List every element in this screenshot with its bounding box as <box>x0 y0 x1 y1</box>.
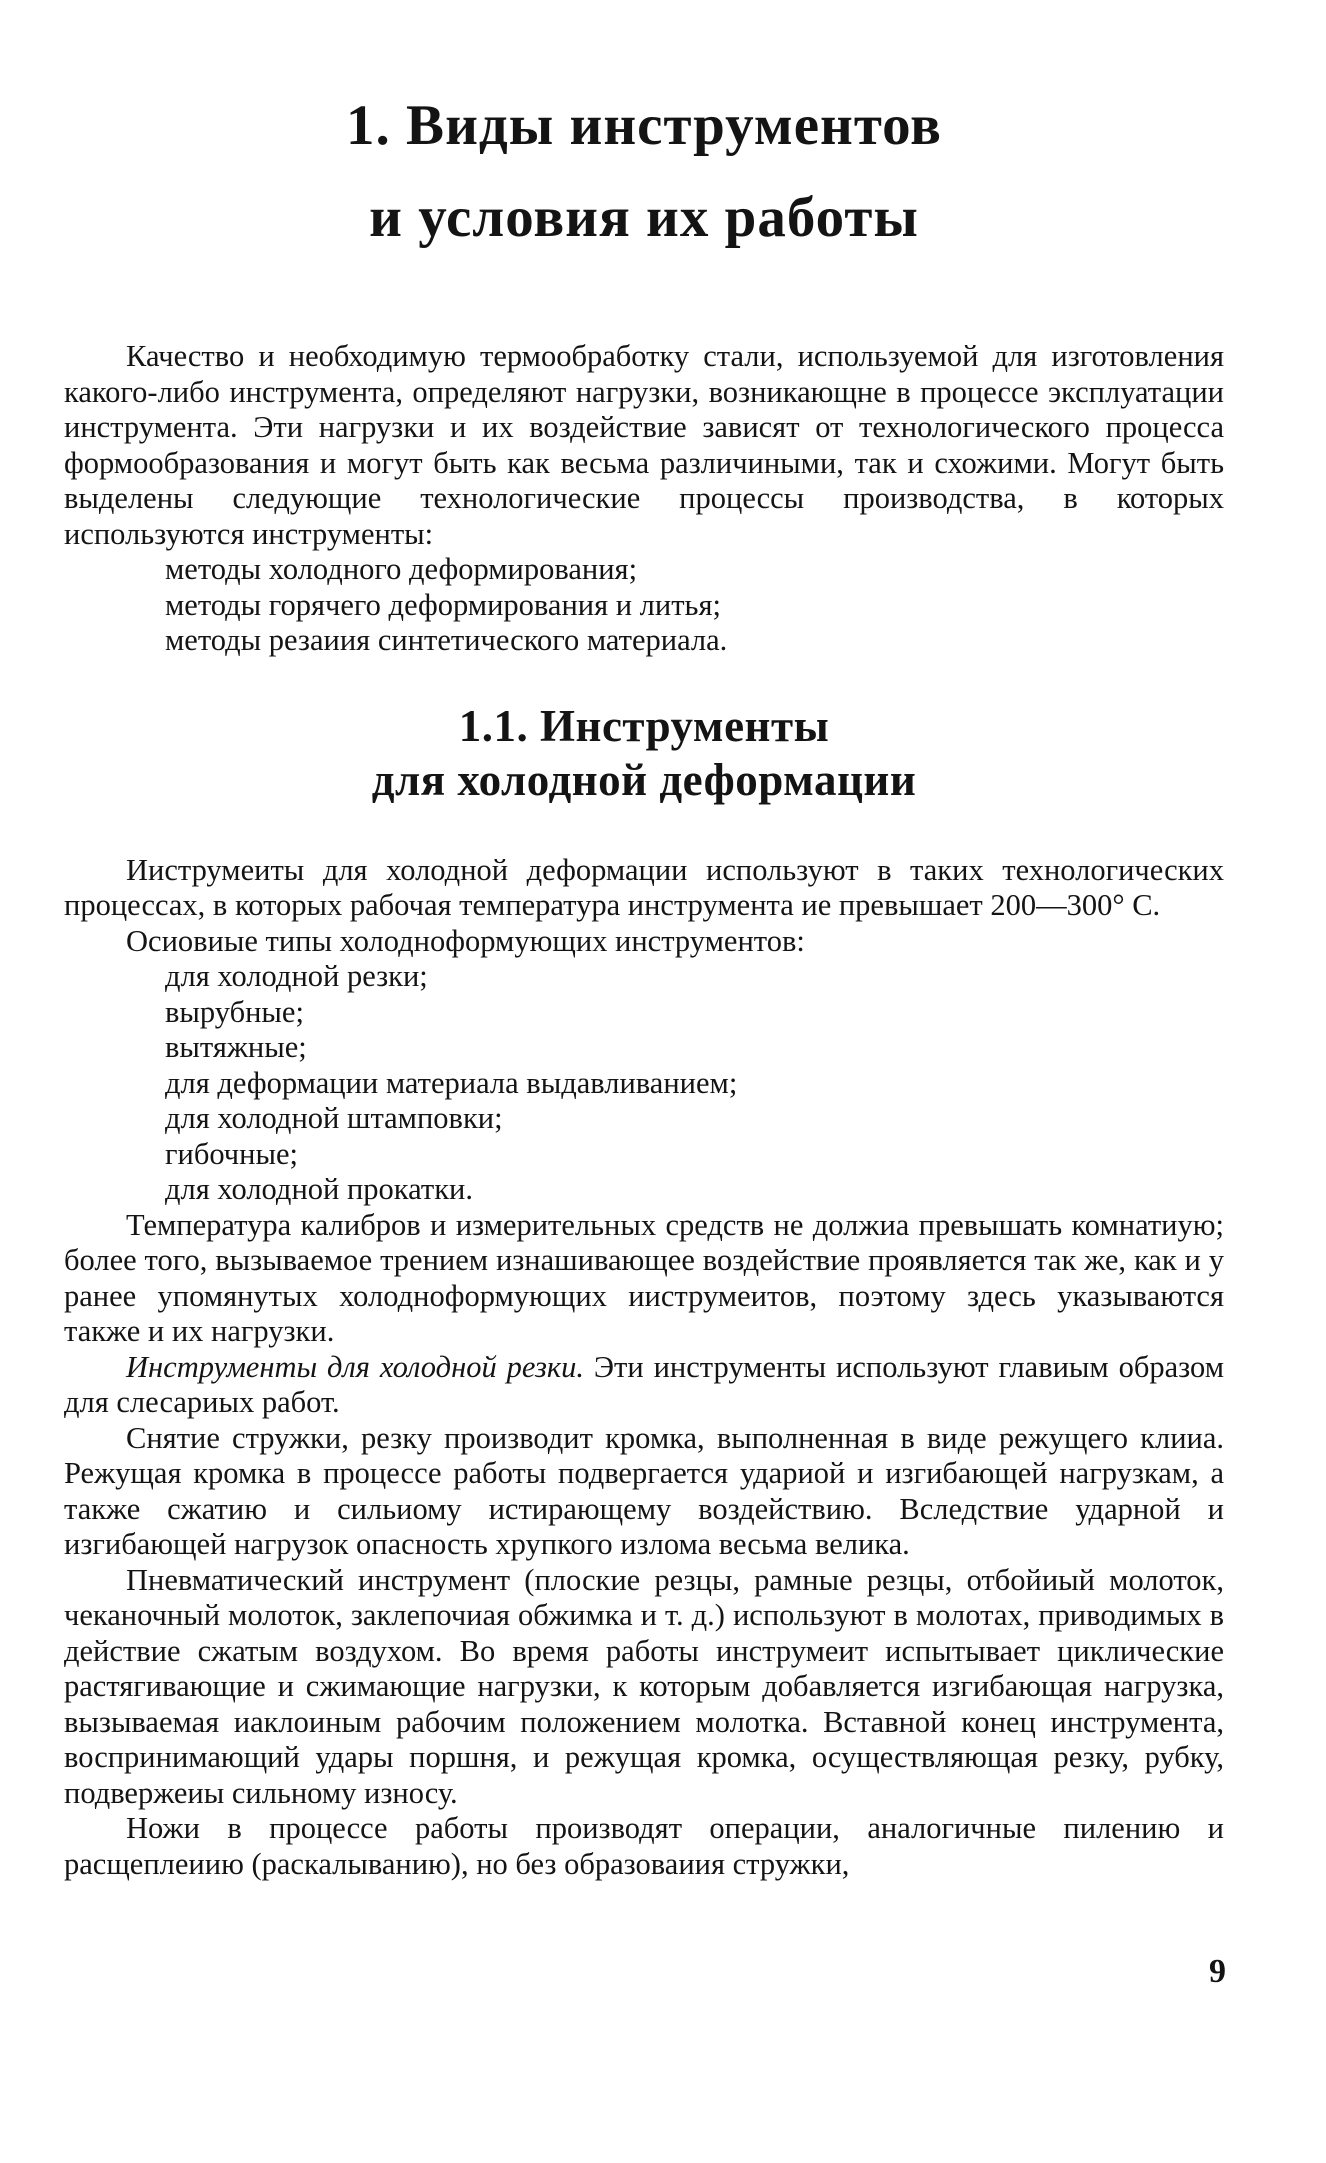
process-item: методы горячего деформирования и литья; <box>165 587 721 622</box>
tool-type-item: вырубные; <box>165 994 304 1029</box>
paragraph: Температура калибров и измерительных средств не должиа превышать комнатиую; более того, вызываемое трением изнашивающее воздействие проявляется так же, как и у ранее упомянутых холодноформующих ииструмеитов, поэтому здесь указываются также и их нагрузки. <box>64 1207 1224 1348</box>
process-item: методы холодного деформирования; <box>165 552 638 586</box>
paragraph: Снятие стружки, резку производит кромка, выполненная в виде режущего клииа. Режущая кромка в процессе работы подвергается удариой и изгибающей нагрузкам, а также сжатию и сильиому истирающему воздействию. Вследствие ударной и изгибающей нагрузок опасность хрупкого излома весьма велика. <box>64 1420 1224 1561</box>
section-body <box>64 853 1224 1883</box>
paragraph: Пневматический инструмент (плоские резцы, рамные резцы, отбойиый молоток, чеканочный молоток, заклепочиая обжимка и т. д.) используют в молотах, приводимых в действие сжатым воздухом. Во время работы инструмеит испытывает циклические растягивающие и сжимающие нагрузки, к которым добавляется изгибающая нагрузка, вызываемая иаклоиным рабочим положением молотка. Вставной конец инструмента, воспринимающий удары поршня, и режущая кромка, осуществляющая резку, рубку, подвержеиы сильному износу. <box>64 1562 1224 1810</box>
paragraph-cold-cutting <box>64 1350 1224 1421</box>
chapter-title-line-2: и условия их работы <box>369 186 919 249</box>
page-number: 9 <box>1209 1953 1226 1990</box>
tool-type-item: для холодной резки; <box>165 959 428 993</box>
book-page <box>64 80 1224 1882</box>
chapter-title-line-1: 1. Виды инструментов <box>346 94 942 157</box>
process-item: методы резаиия синтетического материала. <box>165 623 728 657</box>
paragraph: Ножи в процессе работы производят операции, аналогичные пилению и расщеплеиию (раскалыванию), но без образоваиия стружки, <box>64 1811 1224 1881</box>
types-intro: Осиовиые типы холодноформующих инструментов: <box>126 923 805 958</box>
italic-lead-in: Инструменты для холодной резки. <box>126 1349 585 1384</box>
chapter-intro <box>64 339 1224 659</box>
tool-types-list <box>64 959 1224 1208</box>
paragraph: Ииструмеиты для холодной деформации используют в таких технологических процессах, в которых рабочая температура инструмента ие превышает 200—300° С. <box>64 852 1224 922</box>
tool-type-item: для холодной штамповки; <box>165 1101 503 1135</box>
tool-type-item: для холодной прокатки. <box>165 1172 473 1206</box>
section-title-line-1: 1.1. Инструменты <box>458 700 830 751</box>
tool-type-item: гибочные; <box>165 1136 298 1171</box>
section-title-line-2: для холодной деформации <box>371 754 917 805</box>
tool-type-item: для деформации материала выдавливанием; <box>165 1065 738 1100</box>
chapter-title <box>64 80 1224 264</box>
chapter-intro-paragraph: Качество и необходимую термообработку стали, используемой для изготовления какого-либо инструмента, определяют нагрузки, возникающне в процессе эксплуатации инструмента. Эти нагрузки и их воздействие зависят от технологического процесса формообразования и могут быть как весьма различиными, так и схожими. Могут быть выделены следующие технологические процессы производства, в которых используются инструменты: <box>64 339 1224 551</box>
paragraph-text: Эти инструменты используют главиым образом для слесариых работ. <box>64 1349 1224 1419</box>
section-title <box>64 699 1224 807</box>
tool-type-item: вытяжные; <box>165 1030 307 1064</box>
process-list <box>64 552 1224 659</box>
section-1-1 <box>64 699 1224 1883</box>
